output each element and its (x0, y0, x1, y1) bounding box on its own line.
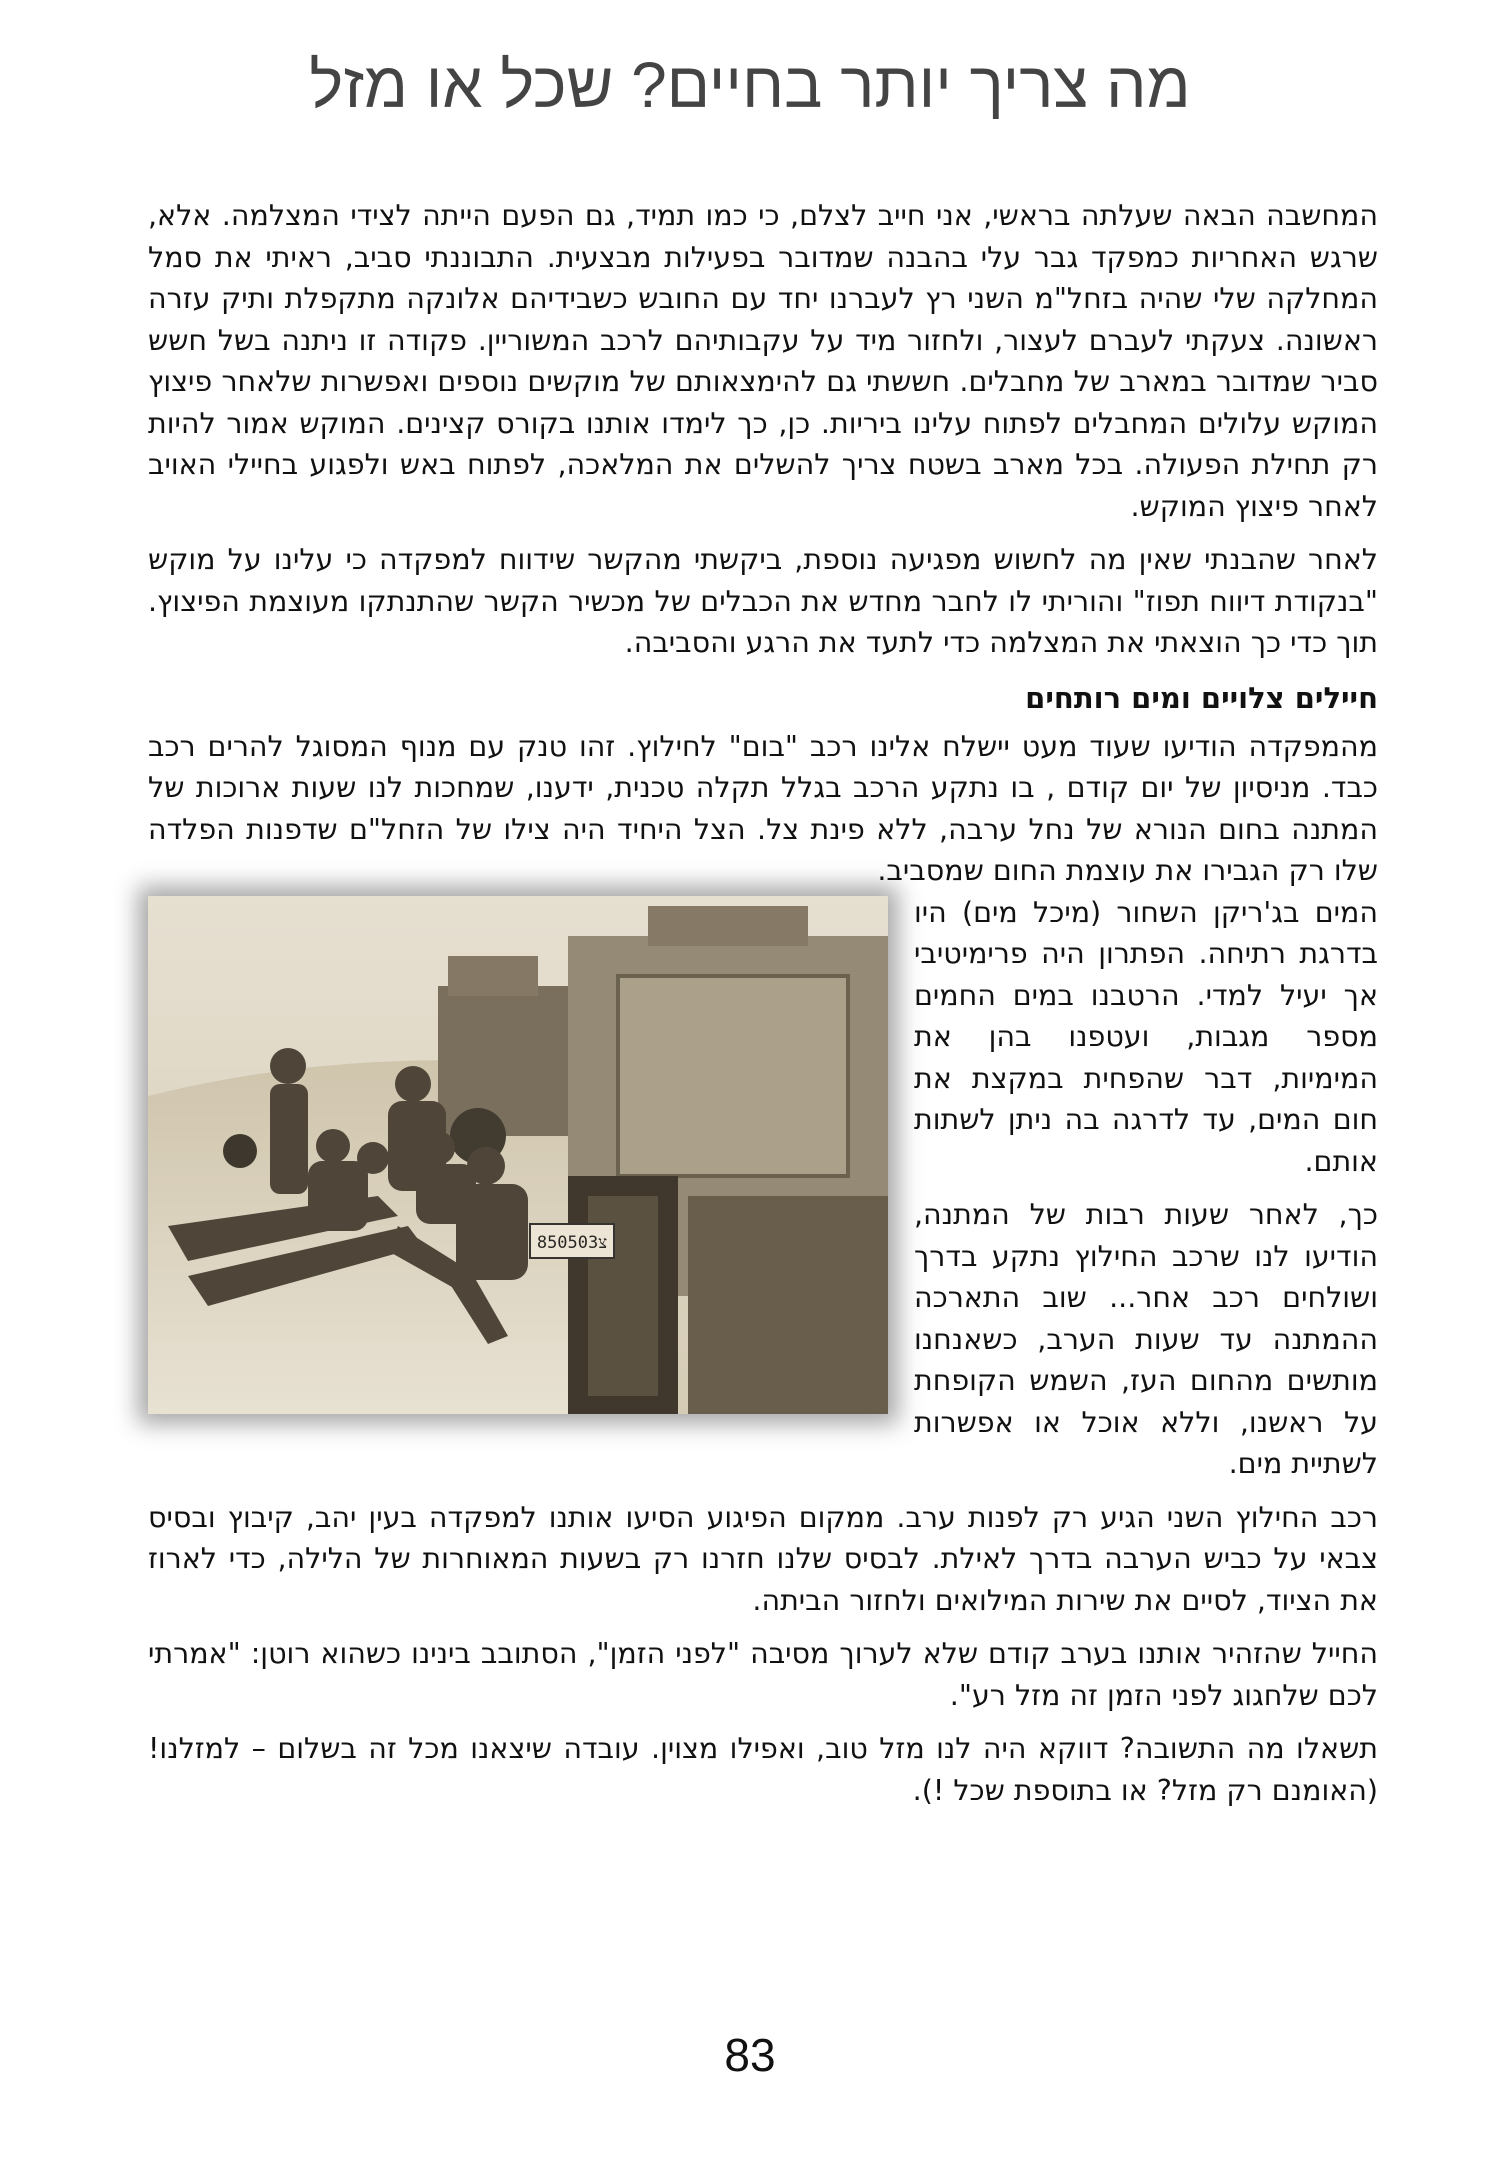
vehicle-plate: 850503צ (536, 1232, 608, 1253)
paragraph-2: לאחר שהבנתי שאין מה לחשוש מפגיעה נוספת, ביקשתי מהקשר שידווח למפקדה כי עלינו על מוקש "בנקודת דיווח תפוז" והוריתי לו לחבר מחדש את הכבלים של מכשיר הקשר שהתנתקו מעוצמת הפיצוץ. תוך כדי כך הוצאתי את המצלמה כדי לתעד את הרגע והסביבה. (148, 543, 1378, 659)
paragraph-7: תשאלו מה התשובה? דווקא היה לנו מזל טוב, ואפילו מצוין. עובדה שיצאנו מכל זה בשלום – למזלנו! (האומנם רק מזל? או בתוספת שכל !). (148, 1732, 1378, 1807)
paragraph-1: המחשבה הבאה שעלתה בראשי, אני חייב לצלם, כי כמו תמיד, גם הפעם הייתה לצידי המצלמה. אלא, שרגש האחריות כמפקד גבר עלי בהבנה שמדובר בפעילות מבצעית. התבוננתי סביב, ראיתי את סמל המחלקה שלי שהיה בזחל"מ השני רץ לעברנו יחד עם החובש כשבידיהם אלונקה מתקפלת ותיק עזרה ראשונה. צעקתי לעברם לעצור, ולחזור מיד על עקבותיהם לרכב המשוריין. פקודה זו ניתנה בשל חשש סביר שמדובר במארב של מחבלים. חששתי גם להימצאותם של מוקשים נוספים ואפשרות שלאחר פיצוץ המוקש עלולים המחבלים לפתוח עלינו ביריות. כן, כך לימדו אותנו בקורס קצינים. המוקש אמור להיות רק תחילת הפעולה. בכל מארב בשטח צריך להשלים את המלאכה, לפתוח באש ולפגוע בחיילי האויב לאחר פיצוץ המוקש. (148, 199, 1378, 523)
paragraph-3a: מהמפקדה הודיעו שעוד מעט יישלח אלינו רכב "בום" לחילוץ. זהו טנק עם מנוף המסוגל להרים רכב כבד. מניסיון של יום קודם , בו נתקע הרכב בגלל תקלה טכנית, ידענו, שמחכות לנו שעות ארוכות של המתנה בחום הנורא של נחל ערבה, ללא פינת צל. הצל היחיד היה צילו של הזחל"ם שדפנות הפלדה שלו רק הגבירו את עוצמת החום שמסביב. (148, 729, 1378, 887)
page-title: מה צריך יותר בחיים? שכל או מזל (309, 49, 1191, 121)
page-number: 83 (724, 2029, 776, 2081)
section-heading: חיילים צלויים ומים רותחים (1025, 680, 1378, 715)
soldiers-photo-image (148, 896, 888, 1414)
paragraph-3b: המים בג'ריקן השחור (מיכל מים) היו בדרגת רתיחה. הפתרון היה פרימיטיבי אך יעיל למדי. הרטבנו במים החמים מספר מגבות, ועטפנו בהן את המימיות, דבר שהפחית במקצת את חום המים, עד לדרגה בה ניתן לשתות אותם. (914, 895, 1378, 1178)
paragraph-4: כך, לאחר שעות רבות של המתנה, הודיעו לנו שרכב החילוץ נתקע בדרך ושולחים רכב אחר... שוב התארכה ההמתנה עד שעות הערב, כשאנחנו מותשים מהחום העז, השמש הקופחת על ראשנו, וללא אוכל או אפשרות לשתיית מים. (914, 1198, 1378, 1480)
paragraph-6: החייל שהזהיר אותנו בערב קודם שלא לערוך מסיבה "לפני הזמן", הסתובב בינינו כשהוא רוטן: "אמרתי לכם שלחגוג לפני הזמן זה מזל רע". (148, 1637, 1378, 1712)
soldiers-photo (148, 896, 888, 1414)
article-body (148, 195, 1378, 1823)
paragraph-5: רכב החילוץ השני הגיע רק לפנות ערב. ממקום הפיגוע הסיעו אותנו למפקדה בעין יהב, קיבוץ ובסיס צבאי על כביש הערבה בדרך לאילת. לבסיס שלנו חזרנו רק בשעות המאוחרות של הלילה, כדי לארוז את הציוד, לסיים את שירות המילואים ולחזור הביתה. (148, 1500, 1378, 1617)
